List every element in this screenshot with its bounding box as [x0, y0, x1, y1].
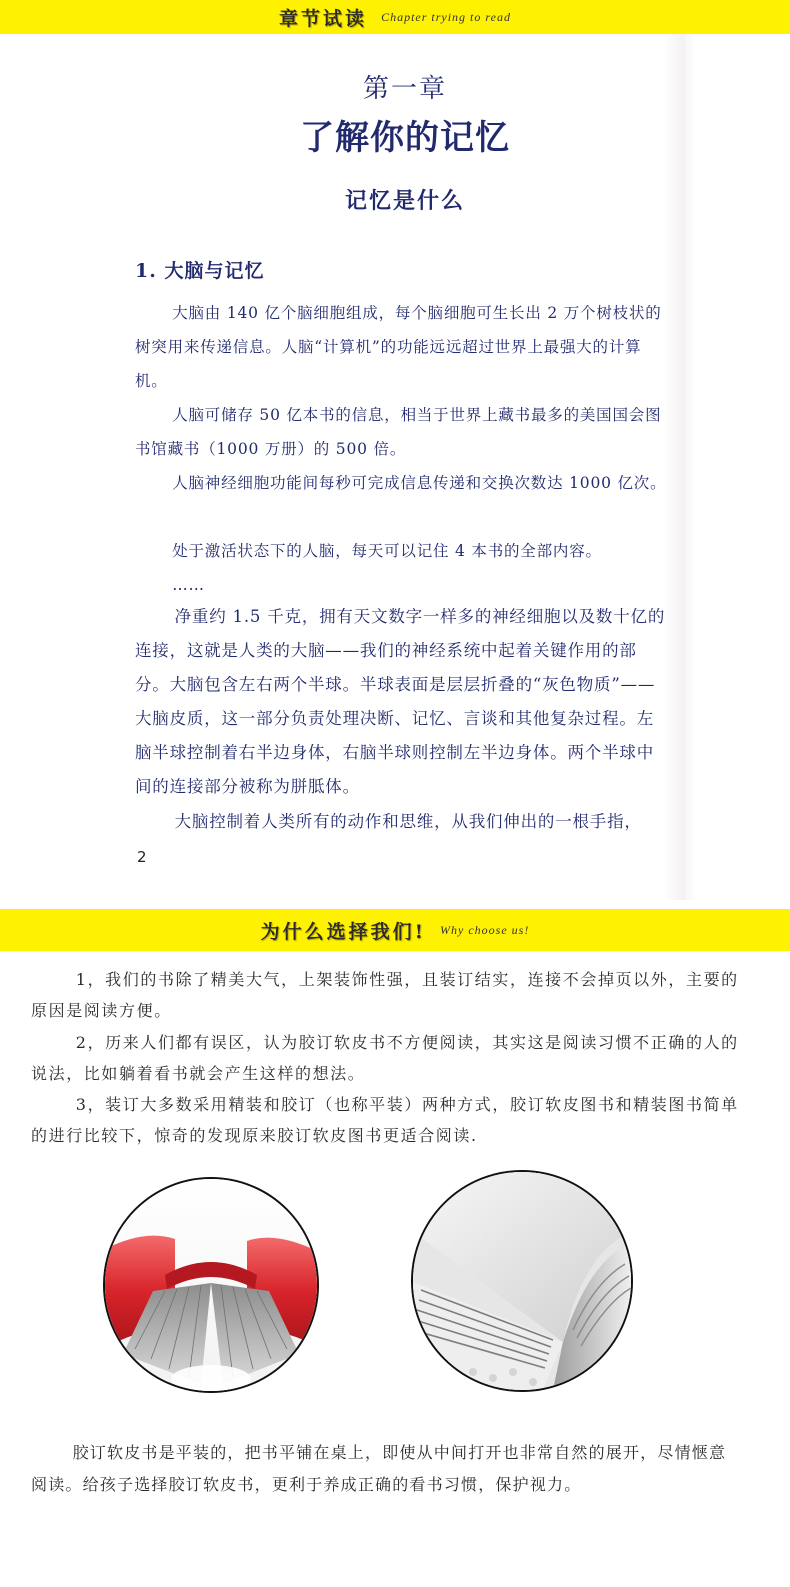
- reason-paragraph: 2，历来人们都有误区，认为胶订软皮书不方便阅读，其实这是阅读习惯不正确的人的说法，比如躺着看书就会产生这样的想法。: [31, 1033, 739, 1083]
- section-title: 记忆是什么: [344, 189, 465, 214]
- banner-title-en: Why choose us!: [440, 922, 530, 937]
- keyword-softcover-book: 胶订软皮书: [168, 1475, 255, 1494]
- reason-paragraph: 3，装订大多数采用精装和胶订（也称平装）两种方式，胶订软皮图书和精装图书简单的进行比较下，惊奇的发现原来胶订软皮图书更适合阅读.: [31, 1095, 739, 1145]
- closing-text: ，更利于养成正确的看书习惯，保护视力。: [254, 1475, 582, 1494]
- softcover-binding-image: [411, 1170, 633, 1392]
- chapter-number: 第一章: [362, 74, 447, 104]
- page-paragraph: 处于激活状态下的人脑，每天可以记住 4 本书的全部内容。: [172, 542, 602, 560]
- page-paragraph: 人脑神经细胞功能间每秒可完成信息传递和交换次数达 1000 亿次。: [172, 474, 667, 492]
- banner-title-en: Chapter trying to read: [381, 9, 511, 24]
- closing-paragraph: [31, 1437, 743, 1501]
- page-ellipsis: ……: [172, 576, 205, 594]
- hardcover-binding-image: [103, 1177, 319, 1393]
- reason-paragraph: 1，我们的书除了精美大气，上架装饰性强，且装订结实，连接不会掉页以外，主要的原因是阅读方便。: [31, 970, 739, 1020]
- chapter-preview-banner: [0, 0, 790, 34]
- sub-title: 1. 大脑与记忆: [135, 260, 265, 282]
- chapter-title: 了解你的记忆: [300, 118, 510, 158]
- page-paragraph: 净重约 1.5 千克，拥有天文数字一样多的神经细胞以及数十亿的连接，这就是人类的大脑——我们的神经系统中起着关键作用的部分。大脑包含左右两个半球。半球表面是层层折叠的“灰色物质”——大脑皮质，这一部分负责处理决断、记忆、言谈和其他复杂过程。左脑半球控制着右半边身体，右脑半球则控制左半边身体。两个半球中间的连接部分被称为胼胝体。: [135, 607, 666, 796]
- page-number: 2: [137, 848, 147, 866]
- page-paragraph: 人脑可储存 50 亿本书的信息，相当于世界上藏书最多的美国国会图书馆藏书（1000 万册）的 500 倍。: [135, 406, 662, 458]
- page-paragraph: 大脑由 140 亿个脑细胞组成，每个脑细胞可生长出 2 万个树枝状的树突用来传递信息。人脑“计算机”的功能远远超过世界上最强大的计算机。: [135, 304, 662, 390]
- why-choose-us-banner: [0, 909, 790, 951]
- banner-title-cn: 章节试读: [279, 7, 368, 30]
- banner-title-cn: 为什么选择我们!: [260, 920, 427, 943]
- closing-text: 书是平装的，把书平铺在桌上，即使从中间打开也非常自然的展开，尽情惬意阅读。给孩子选择: [31, 1443, 727, 1494]
- book-page-scan: [0, 34, 790, 900]
- page-paragraph: 大脑控制着人类所有的动作和思维，从我们伸出的一根手指，: [174, 812, 642, 831]
- keyword-softcover: 胶订软皮: [72, 1443, 142, 1462]
